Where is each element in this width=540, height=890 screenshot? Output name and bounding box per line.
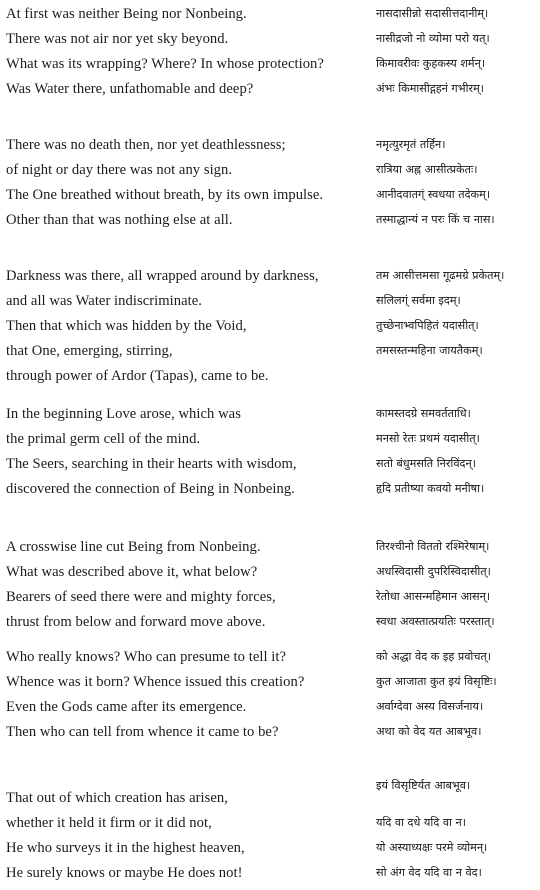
verse-line — [0, 316, 540, 341]
stanza-7 — [0, 776, 540, 888]
verse-line — [0, 647, 540, 672]
sanskrit-line: कुत आजाता कुत इयं विसृष्टिः। — [376, 675, 497, 688]
sanskrit-line: तुच्छेनाभ्वपिहितं यदासीत्। — [376, 319, 479, 332]
verse-line — [0, 722, 540, 747]
sanskrit-line: नासीद्रजो नो व्योमा परो यत्। — [376, 32, 490, 45]
verse-line — [0, 429, 540, 454]
verse-line — [0, 838, 540, 863]
sanskrit-line: तस्माद्धान्यं न परः किं च नास। — [376, 213, 495, 226]
english-line: There was not air nor yet sky beyond. — [6, 31, 229, 47]
verse-line — [0, 587, 540, 612]
verse-line — [0, 135, 540, 160]
sanskrit-line: अधस्विदासी दुपरिस्विदासीत्। — [376, 565, 491, 578]
sanskrit-line: सलिलग्ं सर्वमा इदम्। — [376, 294, 461, 307]
english-line: Bearers of seed there were and mighty forces, — [6, 589, 276, 605]
sanskrit-line: को अद्धा वेद क इह प्रवोचत्। — [376, 650, 492, 663]
english-line: Who really knows? Who can presume to tell it? — [6, 649, 286, 665]
sanskrit-line: तमसस्तन्महिना जायतैकम्। — [376, 344, 483, 357]
verse-line — [0, 54, 540, 79]
sanskrit-line: नमृत्युरमृतं तर्हिन। — [376, 138, 446, 151]
verse-line — [0, 776, 540, 792]
verse-line — [0, 454, 540, 479]
verse-line — [0, 612, 540, 637]
sanskrit-line: कामस्तदग्रे समवर्तताधि। — [376, 407, 471, 420]
stanza-1 — [0, 4, 540, 104]
sanskrit-line: किमावरीवः कुहकस्य शर्मन्। — [376, 57, 486, 70]
verse-line — [0, 479, 540, 504]
english-line: thrust from below and forward move above. — [6, 614, 266, 630]
verse-line — [0, 160, 540, 185]
verse-line — [0, 813, 540, 838]
english-line: What was described above it, what below? — [6, 564, 258, 580]
english-line: He surely knows or maybe He does not! — [6, 865, 243, 881]
english-line: of night or day there was not any sign. — [6, 162, 233, 178]
sanskrit-line: रेतोधा आसन्महिमान आसन्। — [376, 590, 491, 603]
english-line: Whence was it born? Whence issued this creation? — [6, 674, 305, 690]
stanza-3 — [0, 266, 540, 391]
english-line: The One breathed without breath, by its own impulse. — [6, 187, 324, 203]
sanskrit-line: नासदासीन्नो सदासीत्तदानीम्। — [376, 7, 489, 20]
stanza-5 — [0, 537, 540, 637]
english-line: What was its wrapping? Where? In whose protection? — [6, 56, 324, 72]
verse-line — [0, 537, 540, 562]
verse-line — [0, 672, 540, 697]
english-line: that One, emerging, stirring, — [6, 343, 173, 359]
english-line: the primal germ cell of the mind. — [6, 431, 201, 447]
verse-line — [0, 29, 540, 54]
sanskrit-line: तम आसीत्तमसा गूढमग्रे प्रकेतम्। — [376, 269, 505, 282]
stanza-6 — [0, 647, 540, 747]
sanskrit-line: सो अंग वेद यदि वा न वेद। — [376, 866, 482, 879]
verse-line — [0, 291, 540, 316]
sanskrit-line: इयं विसृष्टिर्यत आबभूव। — [376, 779, 471, 792]
english-line: In the beginning Love arose, which was — [6, 406, 241, 422]
verse-line — [0, 697, 540, 722]
english-line: Then that which was hidden by the Void, — [6, 318, 247, 334]
sanskrit-line: हृदि प्रतीष्या कवयो मनीषा। — [376, 482, 485, 495]
english-line: whether it held it firm or it did not, — [6, 815, 212, 831]
verse-line — [0, 863, 540, 888]
sanskrit-line: तिरश्चीनो विततो रश्मिरेषाम्। — [376, 540, 490, 553]
verse-line — [0, 185, 540, 210]
english-line: Even the Gods came after its emergence. — [6, 699, 247, 715]
sanskrit-line: अर्वाग्देवा अस्य विसर्जनाय। — [376, 700, 484, 713]
sanskrit-line: यो अस्याध्यक्षः परमे व्योमन्। — [376, 841, 488, 854]
verse-line — [0, 788, 540, 813]
english-line: Other than that was nothing else at all. — [6, 212, 233, 228]
english-line: A crosswise line cut Being from Nonbeing. — [6, 539, 261, 555]
verse-line — [0, 341, 540, 366]
sanskrit-line: आनीदवातग्ं स्वधया तदेकम्। — [376, 188, 491, 201]
sanskrit-line: रात्रिया अह्न आसीत्प्रकेतः। — [376, 163, 478, 176]
sanskrit-line: मनसो रेतः प्रथमं यदासीत्। — [376, 432, 480, 445]
verse-line — [0, 562, 540, 587]
english-line: He who surveys it in the highest heaven, — [6, 840, 245, 856]
english-line: The Seers, searching in their hearts with wisdom, — [6, 456, 297, 472]
sanskrit-line: यदि वा दधे यदि वा न। — [376, 816, 466, 829]
sanskrit-line: अथा को वेद यत आबभूव। — [376, 725, 482, 738]
sanskrit-line: सतो बंधुमसति निरविंदन्। — [376, 457, 476, 470]
english-line: Was Water there, unfathomable and deep? — [6, 81, 254, 97]
sanskrit-line: अंभः किमासीद्गहनं गभीरम्। — [376, 82, 485, 95]
verse-line — [0, 404, 540, 429]
verse-line — [0, 266, 540, 291]
english-line: Darkness was there, all wrapped around by darkness, — [6, 268, 319, 284]
stanza-4 — [0, 404, 540, 504]
sanskrit-line: स्वधा अवस्तात्प्रयतिः परस्तात्। — [376, 615, 495, 628]
english-line: There was no death then, nor yet deathlessness; — [6, 137, 286, 153]
english-line: Then who can tell from whence it came to be? — [6, 724, 279, 740]
verse-line — [0, 210, 540, 235]
english-line: and all was Water indiscriminate. — [6, 293, 202, 309]
english-line: through power of Ardor (Tapas), came to be. — [6, 368, 269, 384]
verse-line — [0, 366, 540, 391]
verse-line — [0, 4, 540, 29]
english-line: That out of which creation has arisen, — [6, 790, 228, 806]
english-line: discovered the connection of Being in Nonbeing. — [6, 481, 295, 497]
verse-line — [0, 79, 540, 104]
stanza-2 — [0, 135, 540, 235]
english-line: At first was neither Being nor Nonbeing. — [6, 6, 247, 22]
